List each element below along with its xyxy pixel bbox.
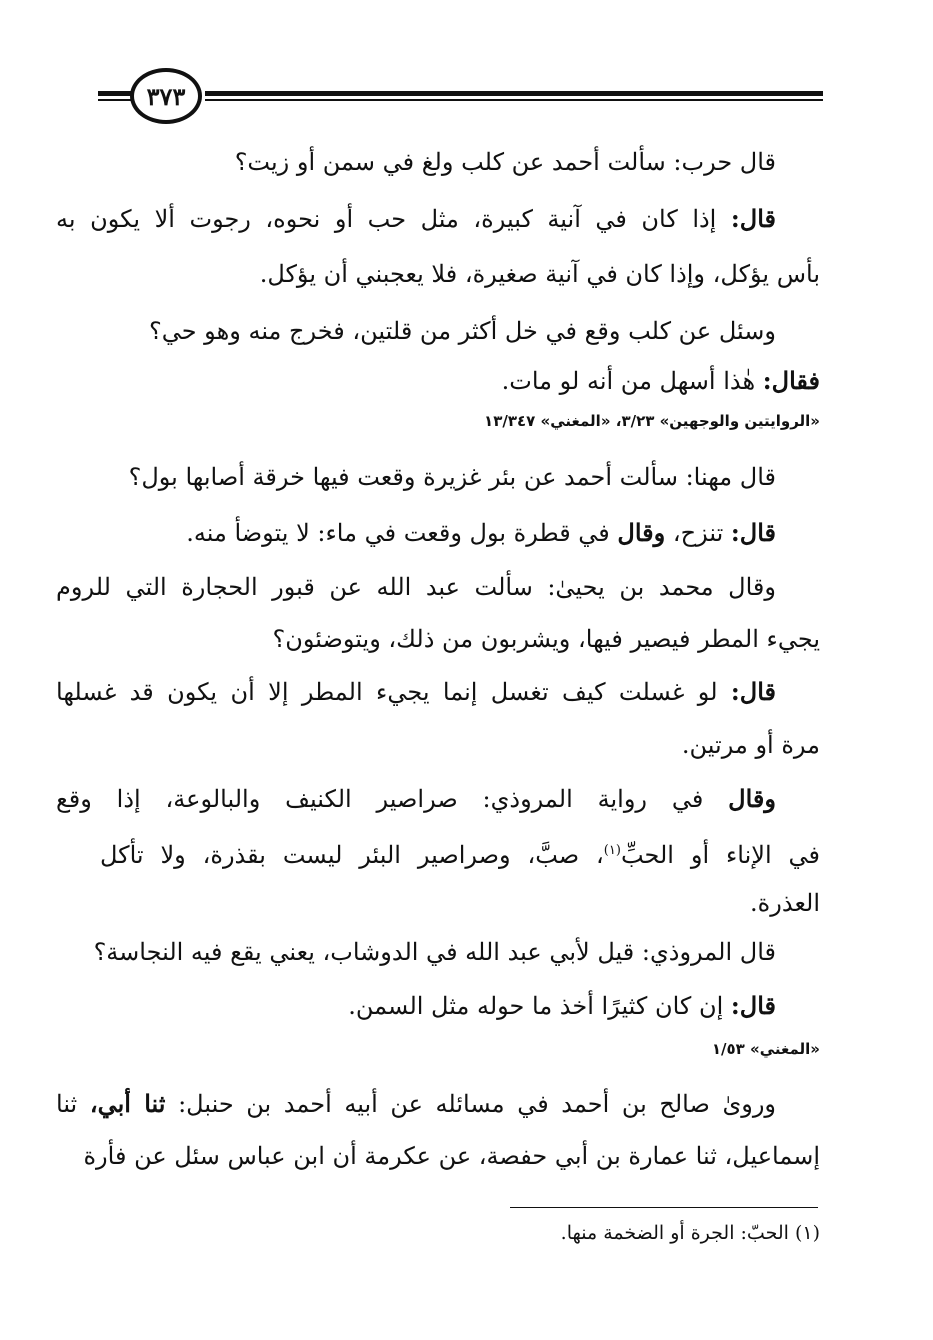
text-line: يجيء المطر فيصير فيها، ويشربون من ذلك، ويتوضئون؟ <box>272 625 820 653</box>
text-line: قال المروذي: قيل لأبي عبد الله في الدوشاب، يعني يقع فيه النجاسة؟ <box>93 938 776 966</box>
text-line: مرة أو مرتين. <box>681 731 820 759</box>
text-line: وقال محمد بن يحيىٰ: سألت عبد الله عن قبور الحجارة التي للروم <box>56 573 776 601</box>
text-line: في الإناء أو الحبِّ$^{(١)}$، صبَّ، وصراصير البئر ليست بقذرة، ولا تأكل <box>100 841 820 869</box>
text-line: العذرة. <box>750 889 820 917</box>
source-reference: «المغني» ١/٥٣ <box>711 1040 820 1058</box>
text-line: قال مهنا: سألت أحمد عن بئر غزيرة وقعت فيها خرقة أصابها بول؟ <box>128 463 776 491</box>
text-line: وسئل عن كلب وقع في خل أكثر من قلتين، فخرج منه وهو حي؟ <box>148 317 776 345</box>
footnote-divider <box>510 1207 818 1208</box>
text-line: قال: تنزح، وقال في قطرة بول وقعت في ماء: لا يتوضأ منه. <box>186 518 776 547</box>
source-reference: «الروايتين والوجهين» ٣/٢٣، «المغني» ١٣/٣٤٧ <box>484 412 820 430</box>
text-line: وروىٰ صالح بن أحمد في مسائله عن أبيه أحمد بن حنبل: ثنا أبي، ثنا <box>56 1089 777 1118</box>
page-number: ٣٧٣ <box>146 81 186 111</box>
text-line: وقال في رواية المروذي: صراصير الكنيف والبالوعة، إذا وقع <box>56 784 776 813</box>
text-line: فقال: هٰذا أسهل من أنه لو مات. <box>501 366 820 395</box>
text-line: إسماعيل، ثنا عمارة بن أبي حفصة، عن عكرمة أن ابن عباس سئل عن فأرة <box>83 1142 820 1170</box>
header-rule-right-thin <box>205 99 823 101</box>
text-line: بأس يؤكل، وإذا كان في آنية صغيرة، فلا يعجبني أن يؤكل. <box>259 260 820 288</box>
text-line: قال: إن كان كثيرًا أخذ ما حوله مثل السمن. <box>348 991 776 1020</box>
header-rule-left-thin <box>98 99 132 101</box>
header-rule-right <box>205 91 823 96</box>
page-number-badge <box>130 68 202 124</box>
text-line: قال: إذا كان في آنية كبيرة، مثل حب أو نحوه، رجوت ألا يكون به <box>56 204 776 233</box>
text-line: قال: لو غسلت كيف تغسل إنما يجيء المطر إلا أن يكون قد غسلها <box>56 677 776 706</box>
footnote-marker: (١) <box>603 843 621 858</box>
footnote: (١) الحبّ: الجرة أو الضخمة منها. <box>560 1222 820 1244</box>
header-rule-left <box>98 91 132 96</box>
text-line: قال حرب: سألت أحمد عن كلب ولغ في سمن أو زيت؟ <box>234 148 776 176</box>
